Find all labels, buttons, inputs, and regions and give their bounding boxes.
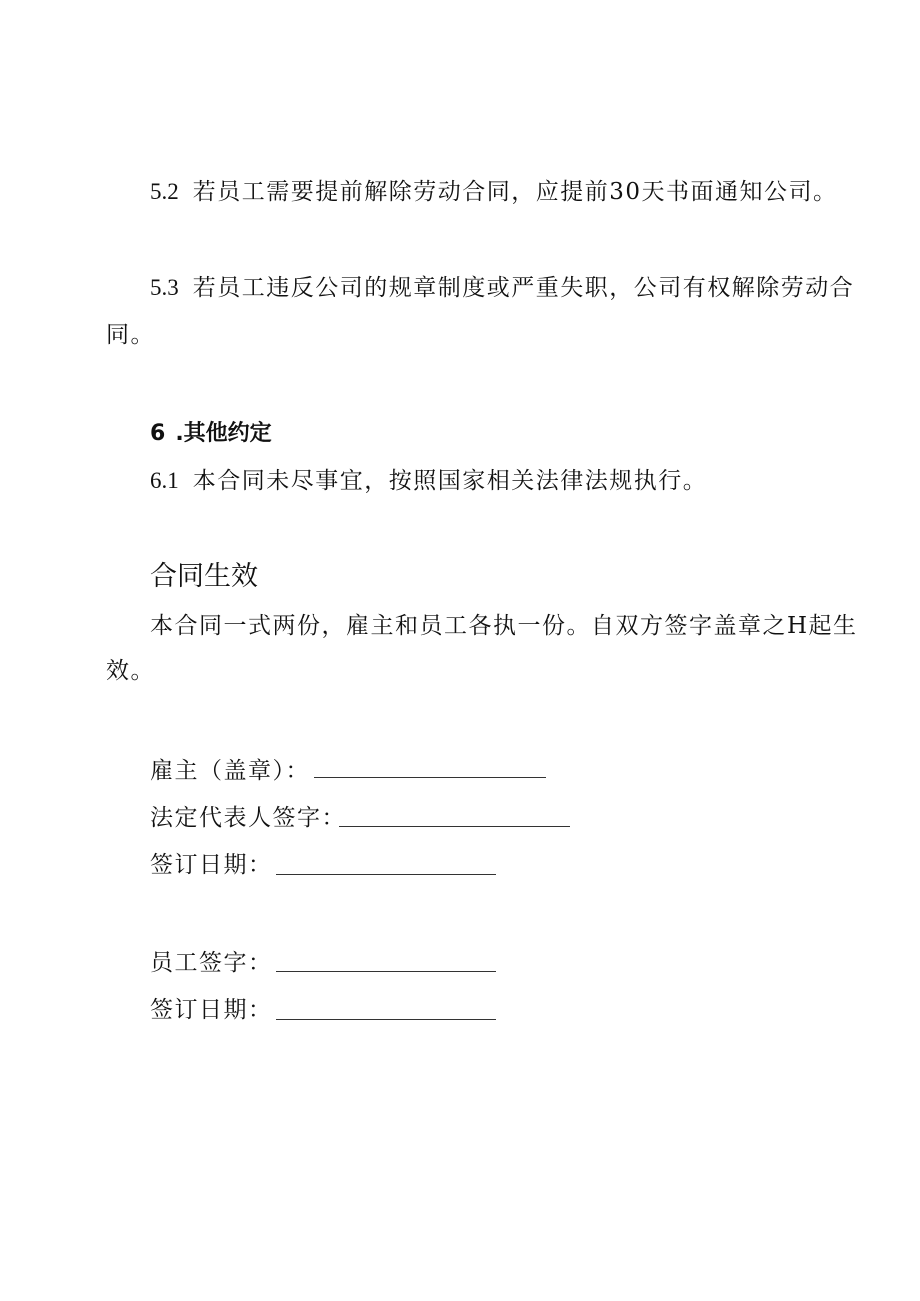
clause-5-3-continuation (106, 320, 155, 350)
effect-title: 合同生效 (150, 561, 258, 592)
effect-text-line2: 效。 (106, 658, 155, 684)
section-title: .其他约定 (175, 421, 272, 446)
section-6-heading (150, 419, 272, 449)
legal-rep-blank[interactable] (339, 826, 570, 827)
employee-date-label: 签订日期： (150, 997, 273, 1023)
clause-number: 5.2 (150, 179, 179, 204)
clause-text: 若员工需要提前解除劳动合同，应提前30天书面通知公司。 (192, 179, 838, 205)
clause-number: 5.3 (150, 275, 179, 300)
employer-seal-label: 雇主（盖章）： (150, 758, 310, 784)
employee-sign-blank[interactable] (276, 971, 496, 972)
section-number: 6 (150, 421, 166, 446)
clause-6-1 (150, 466, 707, 496)
clause-text-line2: 同。 (106, 322, 155, 348)
employer-date-label: 签订日期： (150, 852, 273, 878)
employee-sign-label: 员工签字： (150, 950, 273, 976)
clause-5-2 (150, 177, 838, 207)
employer-seal-blank[interactable] (314, 777, 546, 778)
legal-rep-label: 法定代表人签字： (150, 805, 346, 831)
employee-date-blank[interactable] (276, 1019, 496, 1020)
clause-5-3 (150, 273, 854, 303)
clause-number: 6.1 (150, 468, 179, 493)
employer-date-blank[interactable] (276, 874, 496, 875)
effect-text-line1: 本合同一式两份，雇主和员工各执一份。自双方签字盖章之H起生 (150, 613, 858, 639)
clause-text-line1: 若员工违反公司的规章制度或严重失职，公司有权解除劳动合 (192, 275, 855, 301)
clause-text: 本合同未尽事宜，按照国家相关法律法规执行。 (192, 468, 708, 494)
